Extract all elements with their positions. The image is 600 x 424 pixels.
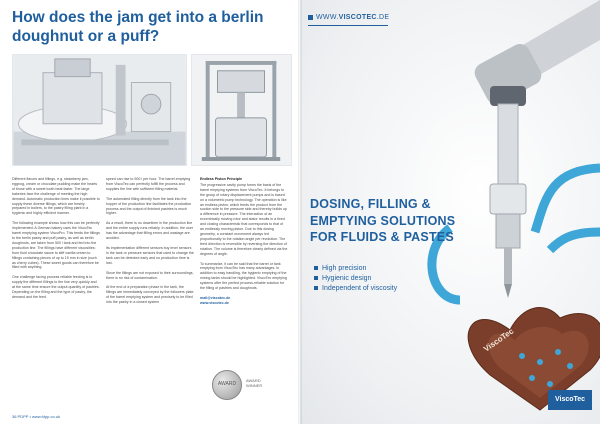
feature-item bbox=[314, 264, 397, 274]
feature-list bbox=[314, 264, 397, 294]
paragraph: The automated filling directly from the tank into the hopper of the production line facilitates the production process and the output of finished pastries is much higher. bbox=[106, 196, 192, 216]
feature-item bbox=[314, 284, 397, 294]
hose-icon bbox=[535, 168, 600, 232]
contact-block bbox=[200, 296, 288, 306]
right-page-advert bbox=[300, 0, 600, 424]
contact-email[interactable]: mail@viscotec.de bbox=[200, 295, 231, 300]
claim-line: FOR FLUIDS & PASTES bbox=[310, 230, 454, 244]
url-prefix: WWW. bbox=[316, 14, 339, 21]
award-line: AWARD bbox=[246, 378, 261, 383]
feature-label: High precision bbox=[322, 265, 367, 272]
paragraph: As a result, there is no downtime in the production line and the entire supply runs reliably. In addition, the user has the advantage that filling errors and wastage are avoided. bbox=[106, 221, 194, 241]
filling-machine-illustration bbox=[13, 55, 186, 165]
feature-label: Independent of viscosity bbox=[322, 285, 398, 292]
paragraph: The progressive cavity pump forms the basis of the barrel emptying systems from ViscoTec. It belongs to the group of rotary displacement pumps and is based on a volumetric pump technology. The operation is like an endless piston, which feeds the product from the suction side to the pressure side and thereby builds up a difference in pressure. The interaction of an eccentrically moving rotor and stator results in a fixed and closing characteristic that corresponds to that of an endlessly moving piston. Due to this dosing geometry, a constant movement always led proportionally to the rotation angle per revolution. The feed direction is reversible by reversing the direction of rotation. The volume is therefore clearly defined via the degrees of angle. bbox=[200, 182, 288, 256]
paragraph: Different flavors and fillings, e.g. strawberry jam, eggnog, cream or chocolate pudding make the hearts of those with a sweet tooth beat faster. The large bakeries face the challenge of meeting the high demand. Automatic production lines make it possible to supply these diverse fillings, which are freshly prepared in boilers, to the pastry filling plant in a hygienic and highly efficient manner. bbox=[12, 177, 100, 216]
article-column-2 bbox=[106, 177, 194, 310]
square-bullet-icon bbox=[314, 276, 318, 280]
paragraph: Its implementation different sensors buy level sensors in the tank or pressure sensors that used to change the tank can be detected early and no production time is lost. bbox=[106, 245, 194, 265]
url-suffix: .DE bbox=[376, 14, 390, 21]
viscotec-logo: ViscoTec bbox=[548, 390, 592, 410]
square-bullet-icon bbox=[314, 286, 318, 290]
hose-icon bbox=[550, 232, 600, 250]
section-subhead: Endless Piston Principle bbox=[200, 177, 242, 181]
paragraph: The following example shows how this can be perfectly implemented: A German bakery uses the ViscoTec barrel emptying system ViscoPro. This feeds the fillings to the berlin pastry and puff pastry, as well as berlin doughnuts, are taken from 500 l tank and fed into the production line. The fillings have different viscosities: from fluid chocolate sauce to stiff vanilla cream to fillings containing pieces of up to 15 mm in size (such as cherry cubes). These sweet goods can therefore be filled with anything. bbox=[12, 221, 100, 270]
award-badge bbox=[210, 368, 292, 404]
medal-icon bbox=[212, 370, 242, 400]
medal-label: AWARD bbox=[217, 381, 237, 387]
advert-url[interactable] bbox=[308, 14, 389, 21]
claim-line: EMPTYING SOLUTIONS bbox=[310, 213, 456, 228]
award-line: WINNER bbox=[246, 383, 263, 388]
barrel-emptying-illustration bbox=[192, 55, 291, 165]
url-underline bbox=[308, 25, 388, 26]
paragraph: At the end of a preparation phase in the tank, the fillings are immediately conveyed by the followers plate of the barrel emptying system and precisely to be filled into the pastry in a closed system bbox=[106, 285, 194, 305]
feature-label: Hygienic design bbox=[322, 275, 372, 282]
paragraph: speed can rise to 900 l per hour. The barrel emptying from ViscoTec can perfectly fulfill the process and supplies the line with sufficient filling material. bbox=[106, 177, 191, 191]
article-column-1 bbox=[12, 177, 100, 305]
paragraph: One challenge facing process reliable feeding is to supply the different fillings to the line very quickly and at the same time ensure the output quantity of pastries. Depending on the filling and the type of pastry, the demand and the feed bbox=[12, 275, 100, 299]
article-headline: How does the jam get into a berlin doughnut or a puff? bbox=[12, 9, 264, 45]
contact-website[interactable]: www.viscotec.de bbox=[200, 300, 229, 305]
paragraph: To summarize, it can be said that the barrel or tank emptying from ViscoTec has many advantages. In addition to easy handling, the hygienic emptying of the mixing tanks should be highlighted. ViscoTec emptying systems offer the perfect process-reliable solution for the filling of pastries and doughnuts. bbox=[200, 261, 287, 291]
square-bullet-icon bbox=[314, 266, 318, 270]
url-brand: VISCOTEC bbox=[338, 14, 377, 21]
advert-claim bbox=[310, 196, 455, 246]
page-spine bbox=[298, 0, 302, 424]
barrel-emptying-photo bbox=[191, 54, 292, 166]
feature-item bbox=[314, 274, 397, 284]
paragraph: Since the fillings are not exposed to their surroundings, there is no risk of contamination. bbox=[106, 270, 194, 280]
claim-line: DOSING, FILLING & bbox=[310, 197, 431, 211]
filling-machine-photo bbox=[12, 54, 187, 166]
award-text bbox=[246, 378, 262, 388]
page-footer-left: 36 PDPP • www.fdpp.co.uk bbox=[12, 414, 61, 419]
article-column-3 bbox=[200, 177, 288, 306]
heart-label: ViscoTec bbox=[481, 326, 516, 354]
square-bullet-icon bbox=[308, 15, 313, 20]
